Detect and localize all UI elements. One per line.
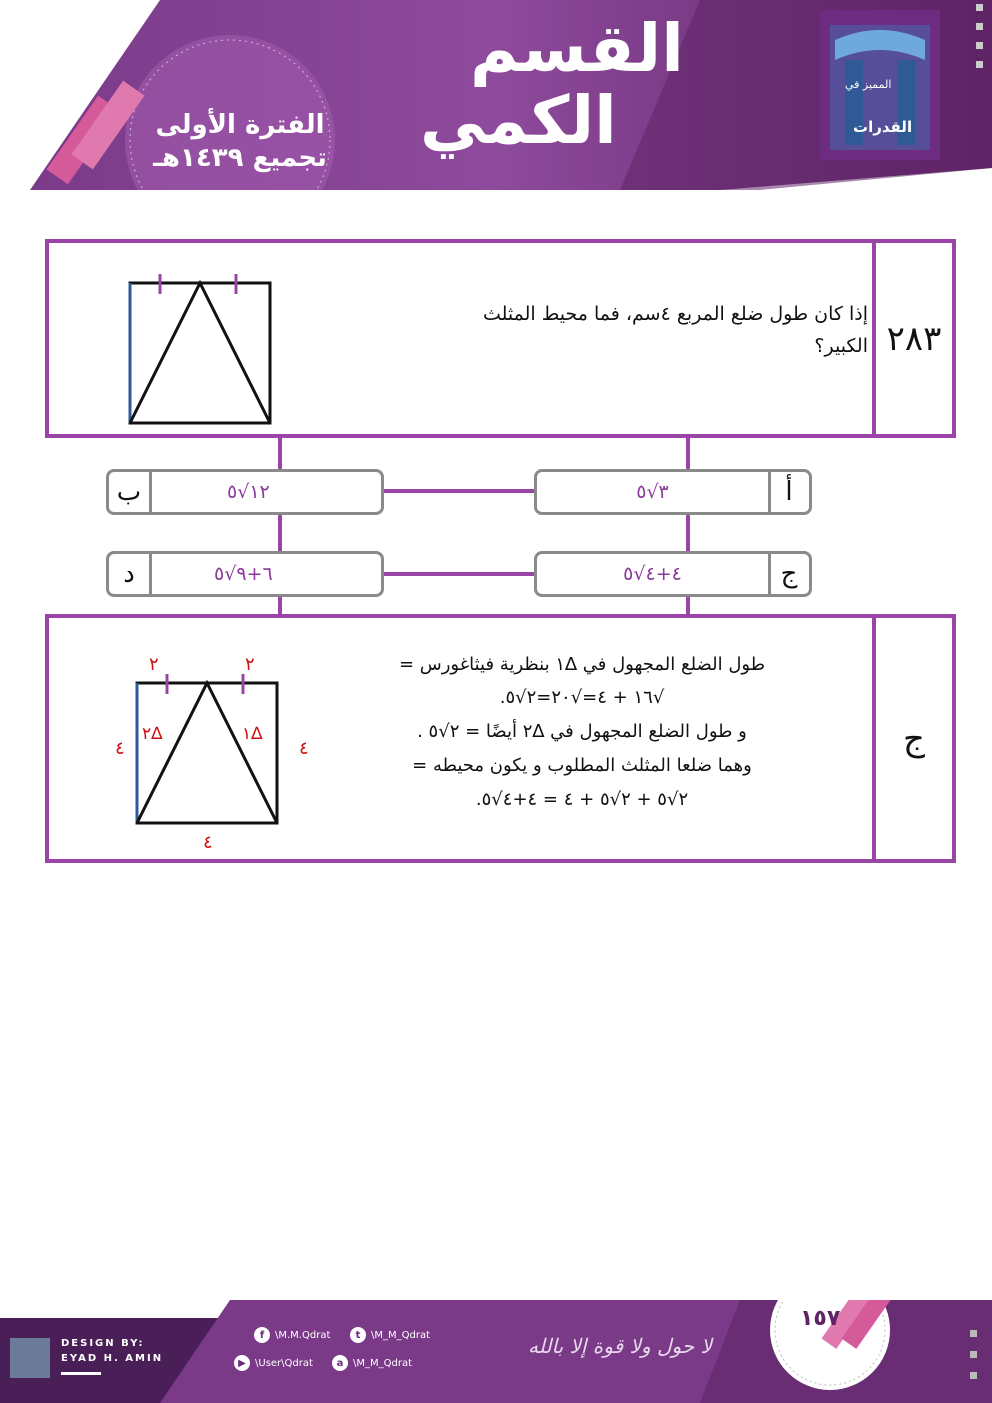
designer-underline (61, 1372, 101, 1375)
youtube-handle: \User\Qdrat (255, 1357, 313, 1369)
facebook-icon: f (254, 1327, 270, 1343)
option-value: ١٢√٥ (227, 481, 270, 503)
twitter-link[interactable] (350, 1327, 430, 1343)
option-d[interactable] (106, 551, 384, 597)
fig-label-top-right: ٢ (245, 654, 255, 675)
logo-sub: المميز في (845, 78, 892, 91)
question-card (45, 239, 956, 438)
solution-line5: ٢√٥ + ٢√٥ + ٤ = ٤+٤√٥. (475, 789, 689, 810)
solution-figure (129, 668, 289, 828)
calligraphy: لا حول ولا قوة إلا بالله (528, 1334, 712, 1358)
ask-handle: \M_M_Qdrat (353, 1357, 413, 1369)
designer-logo (10, 1338, 50, 1378)
question-number: ٢٨٣ (872, 243, 952, 434)
fig-label-triangle1: ∆١ (242, 724, 263, 744)
page-header (0, 0, 992, 190)
solution-card (45, 614, 956, 863)
option-letter: د (123, 559, 135, 589)
logo-text: القدرات (853, 118, 913, 136)
question-figure (124, 268, 284, 428)
youtube-link[interactable] (234, 1355, 313, 1371)
fig-label-bottom: ٤ (203, 832, 213, 853)
facebook-handle: \M.M.Qdrat (275, 1329, 331, 1341)
connector-row1 (384, 489, 534, 493)
compilation-label: تجميع ١٤٣٩هـ (153, 143, 327, 173)
option-value: ٣√٥ (636, 481, 669, 503)
youtube-icon: ▶ (234, 1355, 250, 1371)
ask-icon: a (332, 1355, 348, 1371)
connector-row2 (384, 572, 534, 576)
fig-label-top-left: ٢ (149, 654, 159, 675)
option-letter: أ (785, 477, 793, 507)
twitter-handle: \M_M_Qdrat (371, 1329, 431, 1341)
option-letter: ب (116, 477, 142, 507)
footer-dots (970, 1330, 980, 1379)
period-label: الفترة الأولى (155, 110, 325, 140)
solution-line4: وهما ضلعا المثلث المطلوب و يكون محيطه = (412, 755, 752, 776)
section-title-line2: الكمي (420, 82, 617, 159)
option-value: ٤+٤√٥ (623, 563, 682, 585)
page-number: ١٥٧ (800, 1306, 841, 1331)
option-a[interactable] (534, 469, 812, 515)
ask-link[interactable] (332, 1355, 412, 1371)
solution-line1: طول الضلع المجهول في ∆١ بنظرية فيثاغورس = (398, 654, 766, 675)
corner-dots (976, 4, 986, 80)
facebook-link[interactable] (254, 1327, 330, 1343)
solution-line3: و طول الضلع المجهول في ∆٢ أيضًا = ٢√٥ . (417, 721, 747, 742)
option-c[interactable] (534, 551, 812, 597)
logo (825, 20, 935, 155)
solution-line2: √١٦ + ٤=√٢٠=٢√٥. (499, 687, 665, 708)
question-text-line1: إذا كان طول ضلع المربع ٤سم، فما محيط المثلث (482, 303, 868, 325)
design-by-label: DESIGN BY: (61, 1338, 145, 1349)
option-letter: ج (780, 559, 798, 589)
twitter-icon: t (350, 1327, 366, 1343)
fig-label-right: ٤ (299, 738, 309, 759)
option-b[interactable] (106, 469, 384, 515)
fig-label-triangle2: ∆٢ (142, 724, 163, 744)
page-footer (0, 1300, 992, 1403)
fig-label-left: ٤ (115, 738, 125, 759)
answer-letter: ج (872, 618, 952, 859)
section-title-line1: القسم (470, 10, 684, 87)
designer-name: EYAD H. AMIN (61, 1353, 164, 1364)
footer-background (0, 1300, 992, 1403)
option-value: ٦+٩√٥ (214, 563, 273, 585)
question-text-line2: الكبير؟ (814, 335, 868, 357)
